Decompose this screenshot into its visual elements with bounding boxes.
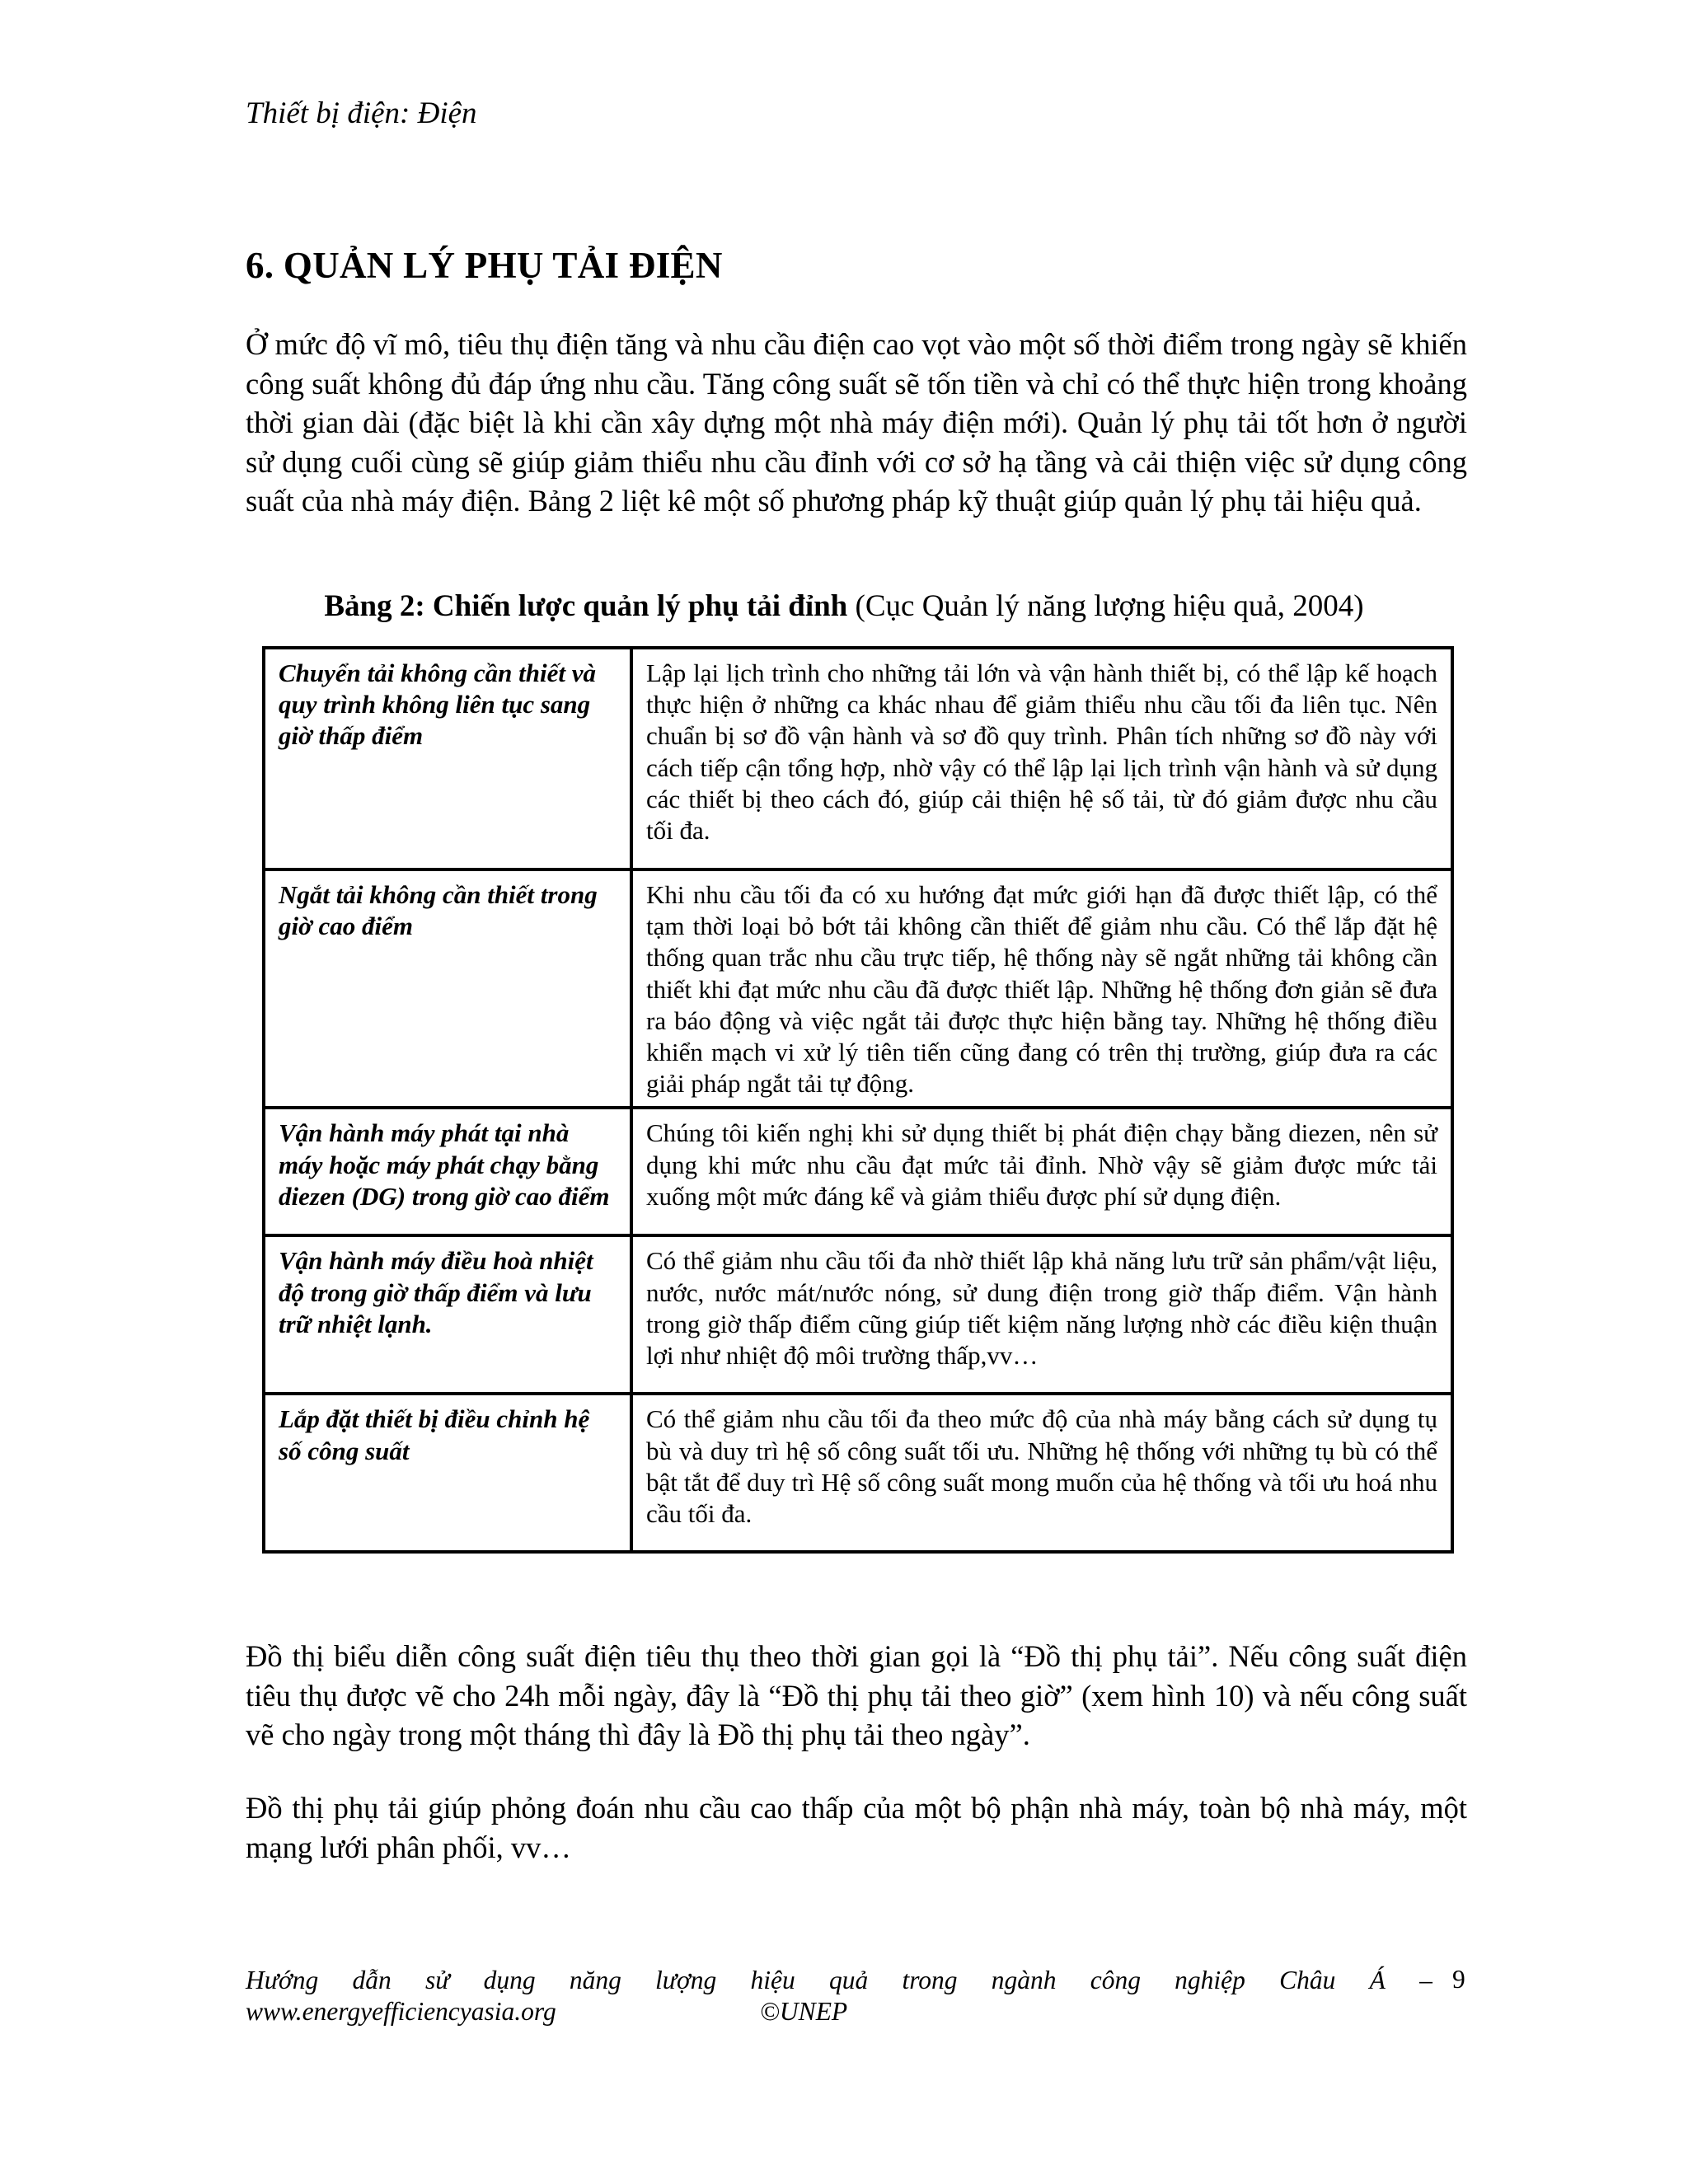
footer-word: Châu — [1279, 1966, 1336, 1994]
running-header: Thiết bị điện: Điện — [246, 96, 477, 130]
table-caption-title: Bảng 2: Chiến lược quản lý phụ tải đỉnh — [324, 589, 848, 623]
table-row — [264, 869, 1452, 1108]
section-title: 6. QUẢN LÝ PHỤ TẢI ĐIỆN — [246, 245, 723, 286]
footer-word: dụng — [483, 1966, 536, 1994]
footer-word: năng — [569, 1966, 621, 1994]
footer-word: dẫn — [352, 1966, 392, 1994]
strategy-cell: Vận hành máy phát tại nhà máy hoặc máy phát chạy bằng diezen (DG) trong giờ cao điểm — [264, 1108, 631, 1235]
footer-url: www.energyefficiencyasia.org — [246, 1997, 556, 2026]
footer-word: Á — [1369, 1966, 1386, 1994]
footer-word: – — [1419, 1966, 1432, 1994]
description-cell: Khi nhu cầu tối đa có xu hướng đạt mức giới hạn đã được thiết lập, có thể tạm thời loại bỏ bớt tải không cần thiết để giảm nhu cầu. Có thể lắp đặt hệ thống quan trắc nhu cầu trực tiếp, hệ thống này sẽ ngắt những tải không cần thiết khi đạt mức nhu cầu đã được thiết lập. Những hệ thống đơn giản sẽ đưa ra báo động và việc ngắt tải được thực hiện bằng tay. Những hệ thống điều khiển mạch vi xử lý tiên tiến cũng đang có trên thị trường, giúp đưa ra các giải pháp ngắt tải tự động. — [631, 869, 1452, 1108]
footer-word: hiệu — [750, 1966, 795, 1994]
footer-word: ngành — [991, 1966, 1057, 1994]
load-curve-usage-paragraph: Đồ thị phụ tải giúp phỏng đoán nhu cầu cao thấp của một bộ phận nhà máy, toàn bộ nhà máy, một mạng lưới phân phối, vv… — [246, 1791, 1467, 1864]
footer-title — [246, 1965, 1432, 1996]
footer-copyright: ©UNEP — [760, 1997, 848, 2026]
page-number: 9 — [1452, 1965, 1465, 1994]
table-row — [264, 648, 1452, 869]
description-cell: Có thể giảm nhu cầu tối đa theo mức độ của nhà máy bằng cách sử dụng tụ bù và duy trì hệ số công suất tối ưu. Những hệ thống với những tụ bù có thể bật tắt để duy trì Hệ số công suất mong muốn của hệ thống và tối ưu hoá nhu cầu tối đa. — [631, 1394, 1452, 1552]
peak-load-strategy-table — [262, 646, 1454, 1554]
description-cell: Có thể giảm nhu cầu tối đa nhờ thiết lập khả năng lưu trữ sản phẩm/vật liệu, nước, nước mát/nước nóng, sử dung điện trong giờ thấp điểm. Vận hành trong giờ thấp điểm cũng giúp tiết kiệm năng lượng nhờ các điều kiện thuận lợi như nhiệt độ môi trường thấp,vv… — [631, 1235, 1452, 1394]
page-footer — [246, 1965, 1432, 2027]
footer-word: công — [1090, 1966, 1141, 1994]
footer-word: sử — [424, 1966, 450, 1994]
table-row — [264, 1108, 1452, 1235]
table-caption-source: (Cục Quản lý năng lượng hiệu quả, 2004) — [847, 589, 1364, 623]
description-cell: Lập lại lịch trình cho những tải lớn và vận hành thiết bị, có thể lập kế hoạch thực hiện ở những ca khác nhau để giảm thiểu nhu cầu tối đa liên tục. Nên chuẩn bị sơ đồ vận hành và sơ đồ quy trình. Phân tích những sơ đồ này với cách tiếp cận tổng hợp, nhờ vậy có thể lập lại lịch trình vận hành và sử dụng các thiết bị theo cách đó, giúp cải thiện hệ số tải, từ đó giảm được nhu cầu tối đa. — [631, 648, 1452, 869]
strategy-cell: Lắp đặt thiết bị điều chỉnh hệ số công suất — [264, 1394, 631, 1552]
table-row — [264, 1235, 1452, 1394]
strategy-cell: Chuyển tải không cần thiết và quy trình không liên tục sang giờ thấp điểm — [264, 648, 631, 869]
intro-paragraph: Ở mức độ vĩ mô, tiêu thụ điện tăng và nhu cầu điện cao vọt vào một số thời điểm trong ngày sẽ khiến công suất không đủ đáp ứng nhu cầu. Tăng công suất sẽ tốn tiền và chỉ có thể thực hiện trong khoảng thời gian dài (đặc biệt là khi cần xây dựng một nhà máy điện mới). Quản lý phụ tải tốt hơn ở người sử dụng cuối cùng sẽ giúp giảm thiểu nhu cầu đỉnh với cơ sở hạ tầng và cải thiện việc sử dụng công suất của nhà máy điện. Bảng 2 liệt kê một số phương pháp kỹ thuật giúp quản lý phụ tải hiệu quả. — [246, 327, 1467, 518]
description-cell: Chúng tôi kiến nghị khi sử dụng thiết bị phát điện chạy bằng diezen, nên sử dụng khi mức nhu cầu đạt mức tải đỉnh. Nhờ vậy sẽ giảm được mức tải xuống một mức đáng kể và giảm thiểu được phí sử dụng điện. — [631, 1108, 1452, 1235]
footer-word: lượng — [655, 1966, 717, 1994]
table-row — [264, 1394, 1452, 1552]
load-curve-paragraph: Đồ thị biểu diễn công suất điện tiêu thụ theo thời gian gọi là “Đồ thị phụ tải”. Nếu công suất điện tiêu thụ được vẽ cho 24h mỗi ngày, đây là “Đồ thị phụ tải theo giờ” (xem hình 10) và nếu công suất vẽ cho ngày trong một tháng thì đây là Đồ thị phụ tải theo ngày”. — [246, 1639, 1467, 1751]
table-caption — [0, 588, 1688, 624]
strategy-cell: Vận hành máy điều hoà nhiệt độ trong giờ thấp điểm và lưu trữ nhiệt lạnh. — [264, 1235, 631, 1394]
strategy-cell: Ngắt tải không cần thiết trong giờ cao điểm — [264, 869, 631, 1108]
footer-word: trong — [902, 1966, 958, 1994]
footer-word: nghiệp — [1175, 1966, 1245, 1994]
footer-word: Hướng — [246, 1966, 319, 1994]
footer-word: quả — [828, 1966, 869, 1994]
